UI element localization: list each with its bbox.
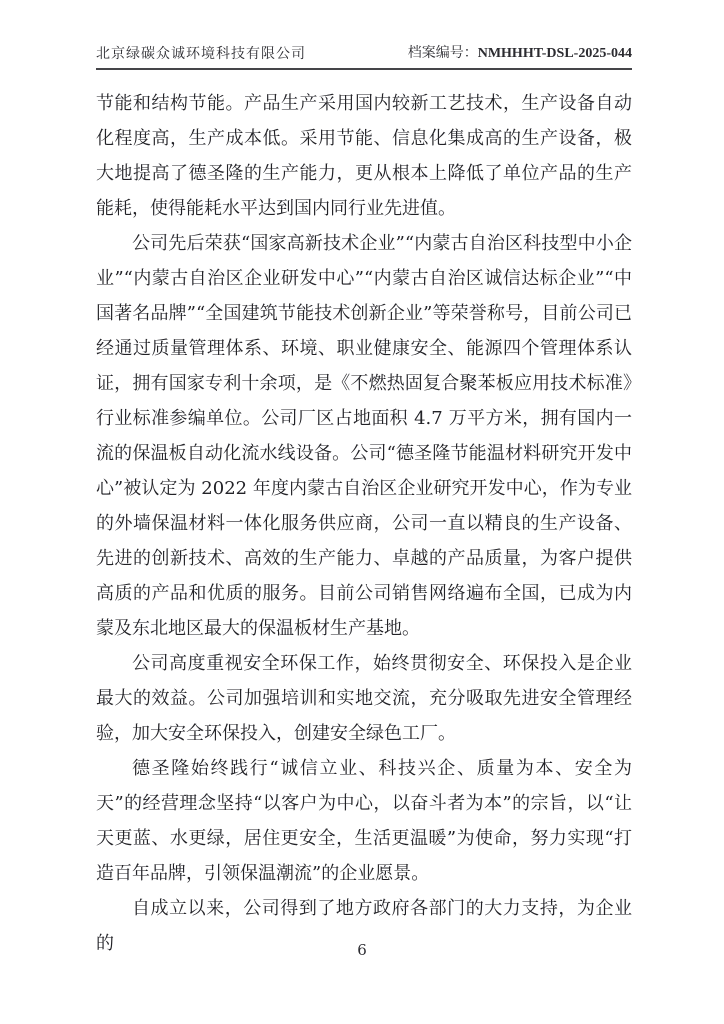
- header-company-name: 北京绿碳众诚环境科技有限公司: [96, 46, 306, 62]
- doc-number-label: 档案编号：: [407, 45, 478, 61]
- paragraph-safety-environment: 公司高度重视安全环保工作，始终贯彻安全、环保投入是企业最大的效益。公司加强培训和实地交流，充分吸取先进安全管理经验，加大安全环保投入，创建安全绿色工厂。: [96, 653, 632, 744]
- paragraph-government-support: 自成立以来，公司得到了地方政府各部门的大力支持，为企业的: [96, 898, 632, 954]
- page-header: [96, 44, 632, 70]
- doc-number-value: NMHHHT-DSL-2025-044: [477, 46, 632, 61]
- header-doc-number: [408, 44, 632, 63]
- document-body: [96, 86, 632, 961]
- paragraph-philosophy: 德圣隆始终践行“诚信立业、科技兴企、质量为本、安全为天”的经营理念坚持“以客户为中心，以奋斗者为本”的宗旨，以“让天更蓝、水更绿，居住更安全，生活更温暖”为使命，努力实现“打造百年品牌，引领保温潮流”的企业愿景。: [96, 758, 632, 884]
- paragraph-honors: 公司先后荣获“国家高新技术企业”“内蒙古自治区科技型中小企业”“内蒙古自治区企业研发中心”“内蒙古自治区诚信达标企业”“中国著名品牌”“全国建筑节能技术创新企业”等荣誉称号，目前公司已经通过质量管理体系、环境、职业健康安全、能源四个管理体系认证，拥有国家专利十余项，是《不燃热固复合聚苯板应用技术标准》行业标准参编单位。公司厂区占地面积 4.7 万平方米，拥有国内一流的保温板自动化流水线设备。公司“德圣隆节能温材料研究开发中心”被认定为 2022 年度内蒙古自治区企业研究开发中心，作为专业的外墙保温材料一体化服务供应商，公司一直以精良的生产设备、先进的创新技术、高效的生产能力、卓越的产品质量，为客户提供高质的产品和优质的服务。目前公司销售网络遍布全国，已成为内蒙及东北地区最大的保温板材生产基地。: [96, 233, 632, 639]
- paragraph-energy-saving: 节能和结构节能。产品生产采用国内较新工艺技术，生产设备自动化程度高，生产成本低。采用节能、信息化集成高的生产设备，极大地提高了德圣隆的生产能力，更从根本上降低了单位产品的生产能耗，使得能耗水平达到国内同行业先进值。: [96, 93, 632, 219]
- page-number: 6: [357, 941, 367, 959]
